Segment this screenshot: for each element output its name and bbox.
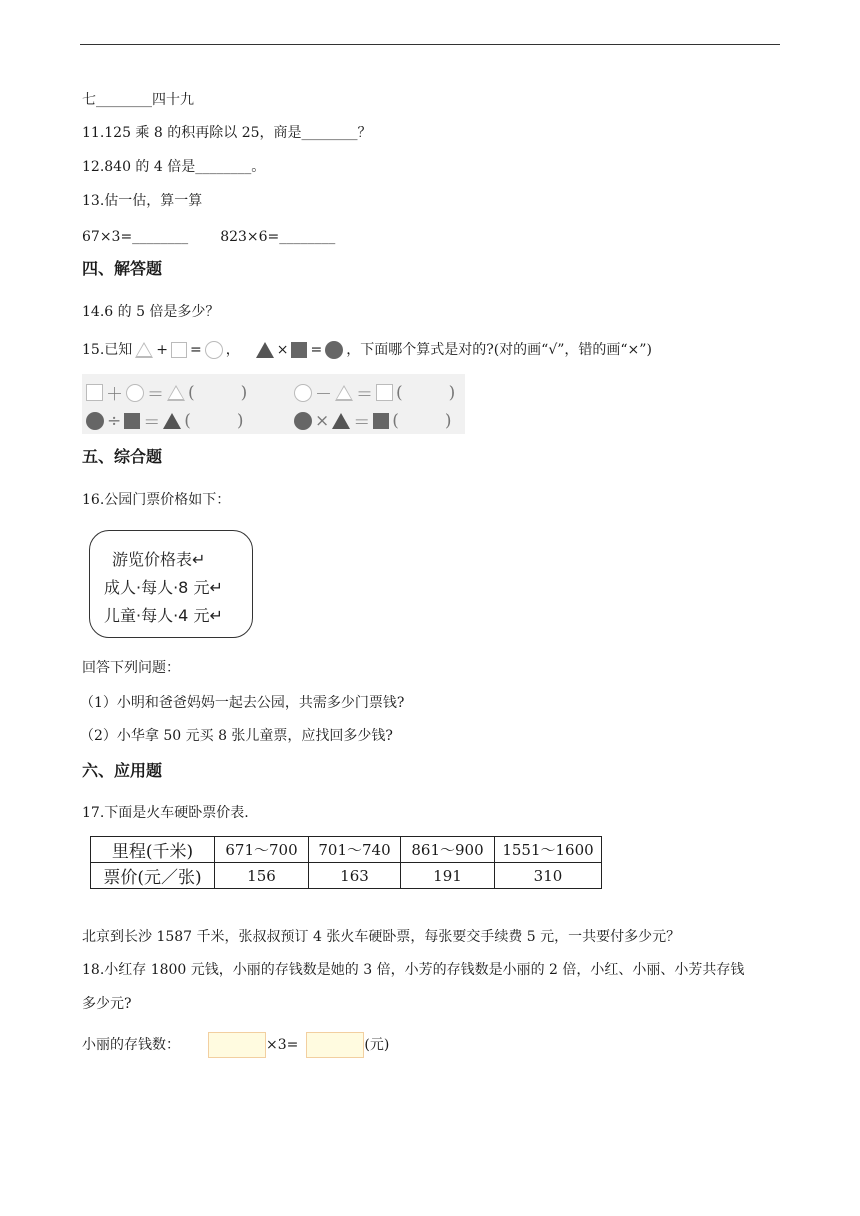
answer-paren-right[interactable]: ): [236, 410, 244, 431]
q10-left: 七: [82, 92, 96, 108]
question-13-exprs: [82, 227, 335, 247]
fill-box-2[interactable]: [306, 1032, 364, 1058]
q15-eq2: =: [310, 342, 323, 358]
header-rule: [80, 44, 780, 45]
table-cell: 861～900: [401, 837, 495, 863]
q15-option-2: [294, 380, 455, 405]
table-row: [91, 837, 602, 863]
q10-blank[interactable]: ________: [96, 92, 152, 108]
square-filled-icon: [373, 413, 389, 429]
fill-box-1[interactable]: [208, 1032, 266, 1058]
question-18-fill-row: [82, 1032, 389, 1058]
question-17-title: 17.下面是火车硬卧票价表.: [82, 805, 249, 821]
question-17-body: 北京到长沙 1587 千米，张叔叔预订 4 张火车硬卧票，每张要交手续费 5 元，一共要付多少元？: [82, 929, 681, 945]
question-16-prompt: 回答下列问题：: [82, 660, 180, 676]
table-header-cell: 票价(元／张): [91, 863, 215, 889]
section-6-heading: 六、应用题: [82, 761, 163, 780]
question-18-line1: 18.小红存 1800 元钱，小丽的存钱数是她的 3 倍，小芳的存钱数是小丽的 2 倍，小红、小丽、小芳共存钱: [82, 962, 745, 978]
q10-right: 四十九: [152, 92, 194, 108]
q15-option-4: [294, 408, 452, 433]
price-board-title: 游览价格表↵: [112, 550, 206, 569]
fill-unit: (元): [364, 1037, 390, 1053]
circle-filled-icon: [325, 341, 343, 359]
question-16-title: 16.公园门票价格如下：: [82, 492, 231, 508]
triangle-filled-icon: [256, 342, 274, 358]
question-16-sub1: （1）小明和爸爸妈妈一起去公园，共需多少门票钱?: [80, 695, 405, 711]
question-18-line2: 多少元?: [82, 996, 132, 1012]
op-eq: ＝: [353, 413, 371, 433]
op-mul: ×: [315, 410, 330, 431]
table-cell: 701～740: [309, 837, 401, 863]
circle-filled-icon: [294, 412, 312, 430]
q13-expr-b: 823×6=________: [220, 229, 336, 245]
circle-filled-icon: [86, 412, 104, 430]
price-board-adult: 成人·每人·8 元↵: [104, 578, 223, 597]
answer-paren-right[interactable]: ): [448, 382, 456, 403]
triangle-outline-icon: [335, 385, 353, 401]
circle-outline-icon: [126, 384, 144, 402]
triangle-filled-icon: [332, 413, 350, 429]
fare-table: [90, 836, 602, 889]
op-minus: －: [315, 385, 332, 405]
fill-times: ×3=: [266, 1037, 299, 1053]
circle-outline-icon: [205, 341, 223, 359]
q15-options-panel: [82, 374, 465, 434]
q15-eq1: =: [190, 342, 202, 358]
question-14: 14.6 的 5 倍是多少？: [82, 304, 220, 320]
table-row: [91, 863, 602, 889]
table-cell: 310: [495, 863, 602, 889]
question-11: 11.125 乘 8 的积再除以 25，商是________？: [82, 125, 372, 141]
square-outline-icon: [171, 342, 187, 358]
answer-paren-right[interactable]: ): [444, 410, 452, 431]
question-13-title: 13.估一估，算一算: [82, 193, 203, 209]
square-outline-icon: [376, 384, 393, 401]
table-header-cell: 里程(千米): [91, 837, 215, 863]
table-cell: 1551～1600: [495, 837, 602, 863]
price-board-child: 儿童·每人·4 元↵: [104, 606, 223, 625]
op-div: ÷: [107, 410, 122, 431]
answer-paren-left[interactable]: (: [188, 382, 195, 403]
section-4-heading: 四、解答题: [82, 259, 163, 278]
op-eq: ＝: [143, 413, 161, 433]
price-board: [89, 530, 253, 638]
table-cell: 191: [401, 863, 495, 889]
q15-prefix: 15.已知: [82, 342, 133, 358]
circle-outline-icon: [294, 384, 312, 402]
answer-paren-right[interactable]: ): [240, 382, 248, 403]
fill-label: 小丽的存钱数：: [82, 1037, 180, 1053]
op-plus: ＋: [106, 385, 123, 405]
question-16-sub2: （2）小华拿 50 元买 8 张儿童票，应找回多少钱?: [80, 728, 393, 744]
question-12: 12.840 的 4 倍是________。: [82, 159, 266, 175]
triangle-filled-icon: [163, 413, 181, 429]
question-15-stem: [82, 340, 652, 360]
answer-paren-left[interactable]: (: [184, 410, 191, 431]
q15-plus: +: [156, 342, 168, 358]
table-cell: 163: [309, 863, 401, 889]
q13-expr-a: 67×3=________: [82, 229, 189, 245]
q15-times: ×: [276, 342, 289, 358]
q15-option-1: [86, 380, 247, 405]
q10-tail: [82, 90, 194, 110]
q15-option-3: [86, 408, 244, 433]
square-filled-icon: [291, 342, 307, 358]
table-cell: 156: [215, 863, 309, 889]
triangle-outline-icon: [167, 385, 185, 401]
triangle-outline-icon: [135, 342, 153, 358]
op-eq: ＝: [147, 385, 164, 405]
square-outline-icon: [86, 384, 103, 401]
answer-paren-left[interactable]: (: [392, 410, 399, 431]
section-5-heading: 五、综合题: [82, 447, 163, 466]
q15-suffix: ，下面哪个算式是对的?(对的画“√”，错的画“×”): [346, 342, 652, 358]
q15-comma: ，: [225, 342, 240, 358]
square-filled-icon: [124, 413, 140, 429]
table-cell: 671～700: [215, 837, 309, 863]
answer-paren-left[interactable]: (: [396, 382, 403, 403]
op-eq: ＝: [356, 385, 373, 405]
